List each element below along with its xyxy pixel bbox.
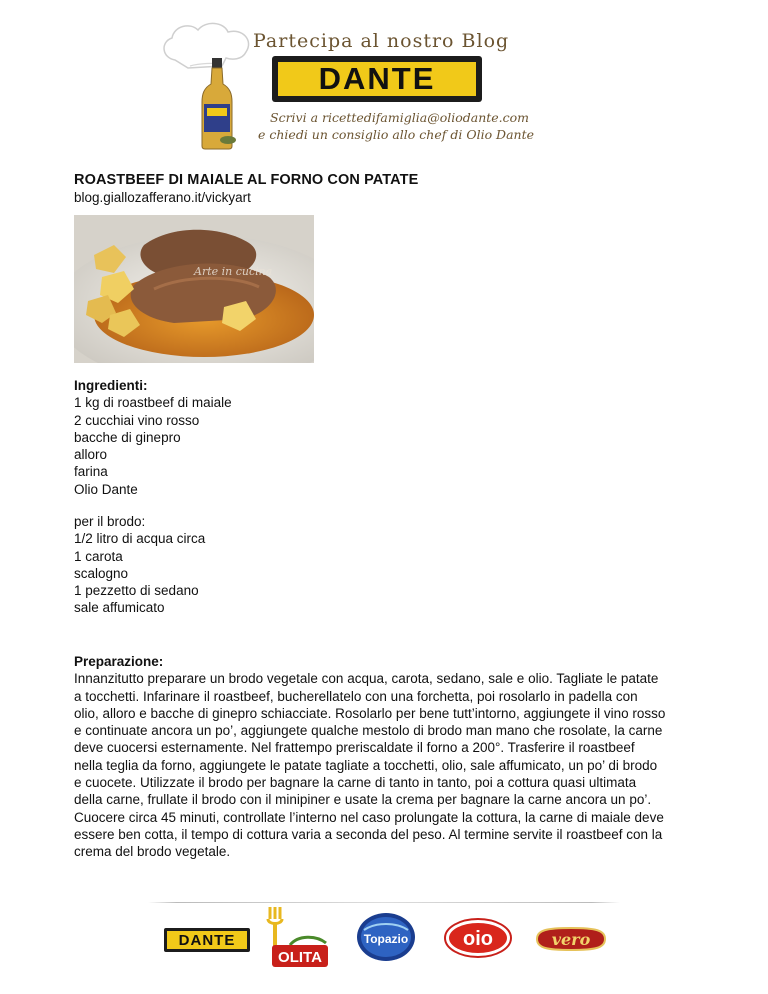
brand-dante-text: DANTE [166,930,248,950]
banner-title: Partecipa al nostro Blog [253,30,510,52]
broth-item: sale affumicato [74,600,165,616]
preparation-line: e continuate ancora un po’, aggiungete qualche mestolo di brodo man mano che rosolate, la carne [74,723,663,739]
ingredient-item: bacche di ginepro [74,429,181,445]
broth-heading: per il brodo: [74,514,146,529]
preparation-line: a tocchetti. Infarinare il roastbeef, bucherellatelo con una forchetta, poi rosolarlo in padella con [74,688,638,704]
preparation-line: nella teglia da forno, aggiungete le patate tagliate a tocchetti, olio, sale affumicato, un po’ di brodo [74,757,658,773]
brand-topazio-text: Topazio [363,932,409,946]
dish-photo [74,215,314,363]
banner-subtitle [258,109,548,143]
ingredients-heading: Ingredienti: [74,378,148,393]
preparation-line: olio, alloro e bacche di ginepro schiacciate. Rosolarlo per bene tutt’intorno, aggiungete il vino rosso [74,705,666,721]
banner-subtitle-line1: Scrivi a ricettedifamiglia@oliodante.com [270,110,530,125]
preparation-heading: Preparazione: [74,654,164,669]
brand-olita-text: OLITA [278,949,322,966]
ingredient-item: Olio Dante [74,481,138,497]
ingredient-item: farina [74,464,108,480]
banner-subtitle-line2: e chiedi un consiglio allo chef di Olio Dante [258,127,535,142]
brand-logo-oio [444,918,512,958]
preparation-line: essere ben cotta, il tempo di cottura varia a seconda del peso. Al termine servite il roastbeef con la [74,826,663,842]
ingredient-item: 1 kg di roastbeef di maiale [74,395,232,411]
dante-logo-text: DANTE [276,60,478,98]
brand-logo-olita [264,905,334,971]
ingredient-item: 2 cucchiai vino rosso [74,412,200,428]
preparation-section [74,653,700,861]
brand-logo-dante [164,928,250,952]
preparation-line: Innanzitutto preparare un brodo vegetale con acqua, carota, sedano, sale e olio. Tagliate le patate [74,671,659,687]
brand-logo-topazio [356,912,416,962]
brand-vero-text: vero [551,930,591,949]
ingredient-item: alloro [74,447,108,463]
footer-divider [148,902,620,903]
recipe-title: ROASTBEEF DI MAIALE AL FORNO CON PATATE [74,172,419,188]
preparation-line: e cuocete. Utilizzate il brodo per bagnare la carne di tanto in tanto, poi a cottura quasi ultimata [74,775,637,791]
preparation-line: crema del brodo vegetale. [74,844,231,860]
preparation-line: Cuocere circa 45 minuti, controllate l’interno nel caso prolungate la cottura, la carne di maiale deve [74,809,664,825]
brand-logo-vero [535,926,607,952]
broth-item: scalogno [74,565,129,581]
recipe-source-link[interactable]: blog.giallozafferano.it/vickyart [74,190,251,205]
broth-item: 1/2 litro di acqua circa [74,531,206,547]
broth-item: 1 carota [74,548,123,564]
ingredients-section [74,377,232,498]
broth-item: 1 pezzetto di sedano [74,583,199,599]
olive-oil-bottle-icon [198,58,236,150]
dante-logo [272,56,482,102]
preparation-line: deve cuocersi esternamente. Nel frattempo preriscaldate il forno a 200°. Trasferire il roastbeef [74,740,635,756]
svg-text:Arte in cucina: Arte in cucina [194,265,273,278]
broth-section [74,513,205,617]
blog-banner [160,10,540,150]
brand-oio-text: oio [463,928,493,950]
preparation-line: della carne, frullate il brodo con il minipiner e usate la crema per bagnare la carne ancora un po’. [74,792,652,808]
